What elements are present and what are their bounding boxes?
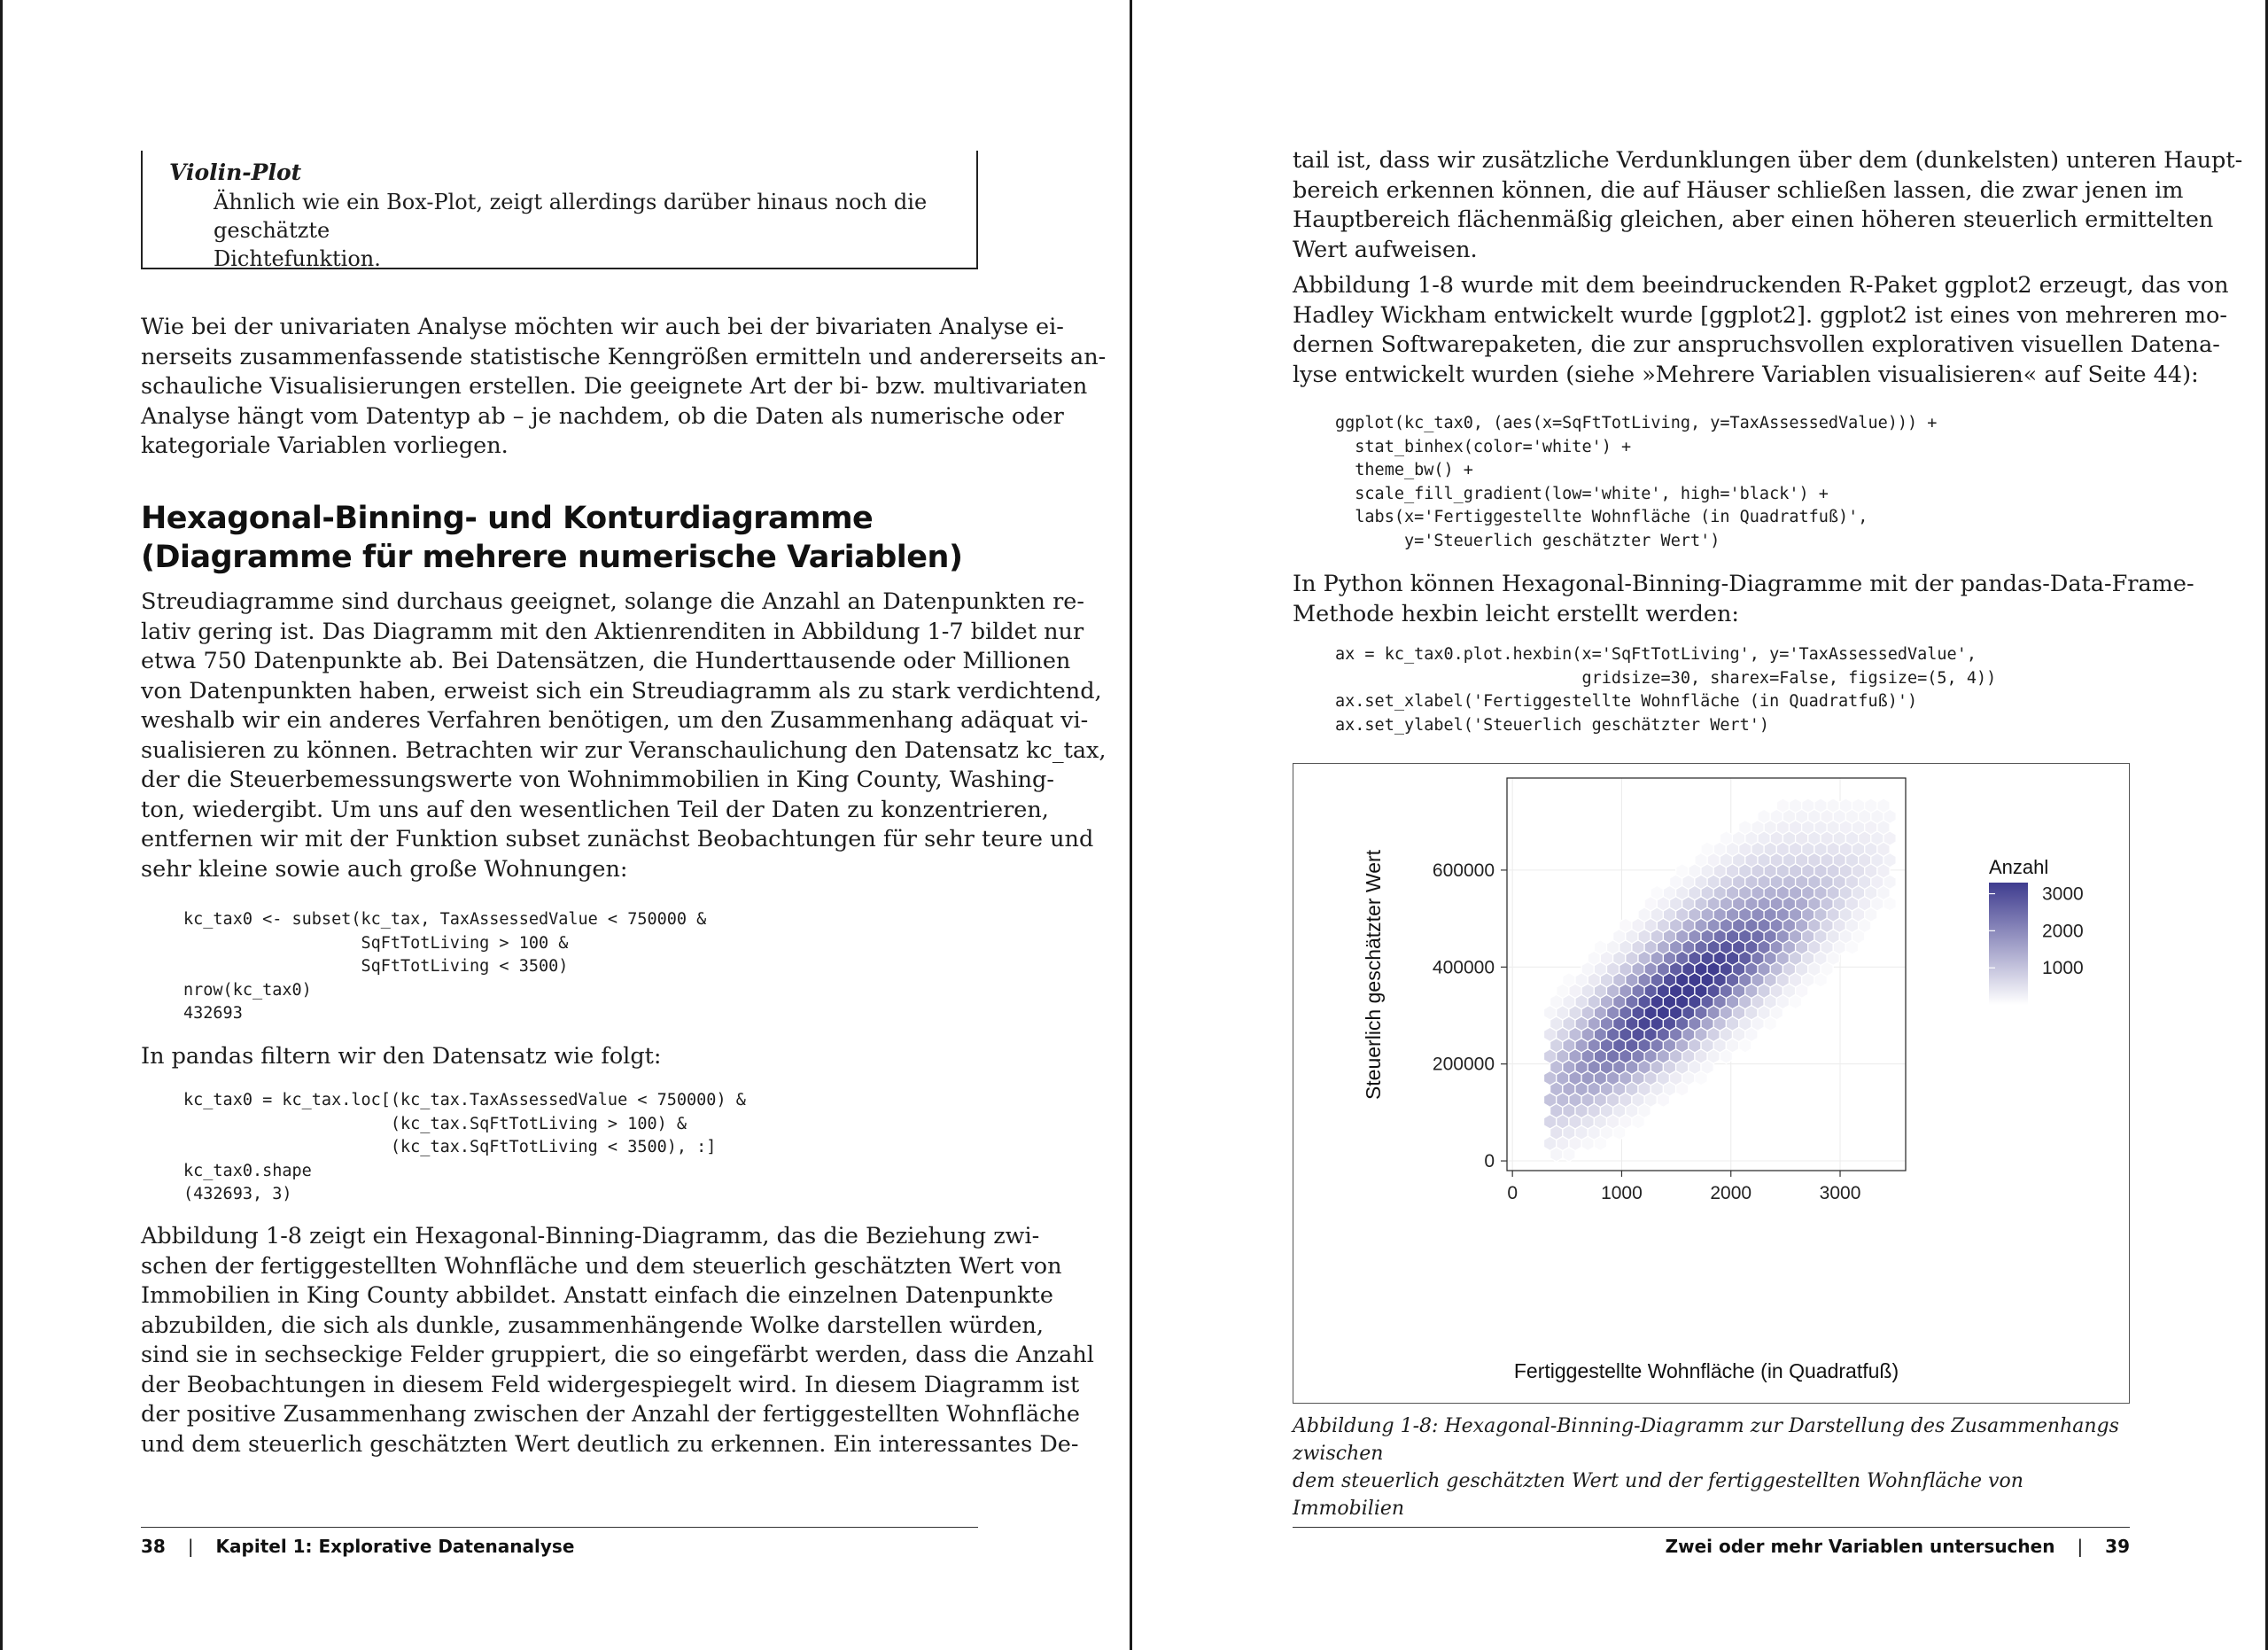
text-line: Wie bei der univariaten Analyse möchten wir auch bei der bivariaten Analyse ei- (141, 314, 1064, 340)
text-line: sehr kleine sowie auch große Wohnungen: (141, 855, 628, 883)
text-line: etwa 750 Datenpunkte ab. Bei Datensätzen, die Hunderttausende oder Millionen (141, 648, 1071, 674)
paragraph-continuation (1293, 146, 2243, 265)
hex-bin (1594, 940, 1606, 954)
section-title: Zwei oder mehr Variablen untersuchen (1665, 1536, 2055, 1557)
text-line: und dem steuerlich geschätzten Wert deutlich zu erkennen. Ein interessantes De- (141, 1430, 1079, 1458)
text-line: tail ist, dass wir zusätzliche Verdunklungen über dem (dunkelsten) unteren Haupt- (1293, 147, 2243, 174)
hex-bin (1814, 798, 1827, 813)
hex-bin (1865, 798, 1877, 813)
footer-separator: | (187, 1536, 194, 1557)
text-line: der die Steuerbemessungswerte von Wohnimmobilien in King County, Washing- (141, 767, 1054, 793)
text-line: Hauptbereich flächenmäßig gleichen, aber einen höheren steuerlich ermittelten (1293, 206, 2214, 233)
callout-definition (214, 188, 958, 273)
hex-bin (1839, 798, 1852, 813)
left-footer (141, 1536, 574, 1557)
page-number: 38 (141, 1536, 166, 1557)
text-line: In Python können Hexagonal-Binning-Diagramme mit der pandas-Data-Frame- (1293, 571, 2194, 597)
x-tick-label: 0 (1507, 1183, 1518, 1203)
text-line: ton, wiedergibt. Um uns auf den wesentlichen Teil der Daten zu konzentrieren, (141, 796, 1049, 823)
hex-bin (1701, 842, 1713, 856)
chapter-title: Kapitel 1: Explorative Datenanalyse (215, 1536, 575, 1557)
footer-rule (1293, 1527, 2130, 1528)
text-line: Immobilien in King County abbildet. Anstatt einfach die einzelnen Datenpunkte (141, 1282, 1053, 1309)
text-line: der positive Zusammenhang zwischen der Anzahl der fertiggestellten Wohnfläche (141, 1401, 1080, 1428)
figure-frame (1293, 763, 2130, 1404)
text-line: kategoriale Variablen vorliegen. (141, 432, 509, 459)
text-line: nerseits zusammenfassende statistische Kenngrößen ermitteln und andererseits an- (141, 343, 1107, 370)
page-number: 39 (2105, 1536, 2130, 1557)
hex-bin (1651, 885, 1663, 899)
text-line: dernen Softwarepaketen, die zur anspruchsvollen explorativen visuellen Datena- (1293, 331, 2220, 358)
caption-line: Abbildung 1-8: Hexagonal-Binning-Diagramm zur Darstellung des Zusammenhangs zwischen (1293, 1415, 2119, 1465)
definition-callout (141, 151, 978, 269)
color-legend (1989, 856, 2084, 1005)
callout-term: Violin-Plot (169, 160, 302, 185)
hex-bin (1802, 798, 1814, 813)
code-block-pandas-hexbin: ax = kc_tax0.plot.hexbin(x='SqFtTotLiving', y='TaxAssessedValue', gridsize=30, sharex=False, figsize=(5, 4)) ax.set_xlabel('Fertiggestellte Wohnfläche (in Quadratfuß)') ax.set_ylabel('Steuerlich geschätzter Wert') (1335, 645, 1997, 735)
text-line: schauliche Visualisierungen erstellen. Die geeignete Art der bi- bzw. multivariaten (141, 373, 1088, 400)
hex-bin (1877, 798, 1890, 813)
text-line: Abbildung 1-8 zeigt ein Hexagonal-Binning-Diagramm, das die Beziehung zwi- (141, 1223, 1040, 1249)
legend-tick-label: 3000 (2042, 883, 2084, 905)
code-block-pandas-filter: kc_tax0 = kc_tax.loc[(kc_tax.TaxAssessedValue < 750000) & (kc_tax.SqFtTotLiving > 100) & (kc_tax.SqFtTotLiving < 3500), :] kc_tax0.shape (432693, 3) (183, 1091, 746, 1203)
heading-line: Hexagonal-Binning- und Konturdiagramme (141, 501, 874, 536)
text-line: bereich erkennen können, die auf Häuser schließen lassen, die zwar jenen im (1293, 176, 2184, 204)
section-heading (141, 499, 962, 577)
right-footer (1666, 1536, 2130, 1557)
hex-bin (1852, 798, 1865, 813)
y-tick-label: 600000 (1432, 860, 1495, 881)
text-line: lativ gering ist. Das Diagramm mit den Aktienrenditen in Abbildung 1-7 bildet nur (141, 618, 1084, 645)
legend-tick-label: 1000 (2042, 958, 2084, 979)
code-block-ggplot: ggplot(kc_tax0, (aes(x=SqFtTotLiving, y=TaxAssessedValue))) + stat_binhex(color='white') + theme_bw() + scale_fill_gradient(low='white', high='black') + labs(x='Fertiggestellte Wohnfläche (in Quadratfuß)', y='Steuerlich geschätzter Wert') (1335, 414, 1938, 550)
hexbin-chart (1293, 764, 2128, 1402)
text-line: Analyse hängt vom Datentyp ab – je nachdem, ob die Daten als numerische oder (141, 402, 1064, 430)
x-tick-label: 2000 (1710, 1183, 1752, 1203)
x-axis-label: Fertiggestellte Wohnfläche (in Quadratfuß) (1513, 1359, 1899, 1382)
legend-tick-label: 2000 (2042, 921, 2084, 942)
text-line: In pandas filtern wir den Datensatz wie folgt: (141, 1043, 662, 1070)
callout-definition-line: Ähnlich wie ein Box-Plot, zeigt allerdings darüber hinaus noch die geschätzte (214, 190, 928, 243)
text-line: der Beobachtungen in diesem Feld widergespiegelt wird. In diesem Diagramm ist (141, 1371, 1080, 1398)
left-page (0, 0, 1132, 1650)
pandas-intro-line (141, 1042, 978, 1072)
y-tick-label: 0 (1484, 1151, 1495, 1172)
text-line: schen der fertiggestellten Wohnfläche und dem steuerlich geschätzten Wert von (141, 1252, 1062, 1280)
hex-bin (1776, 798, 1789, 813)
paragraph-hexbin-description (141, 1222, 1094, 1459)
text-line: Methode hexbin leicht erstellt werden: (1293, 600, 1740, 627)
hex-bin (1739, 821, 1751, 835)
legend-title: Anzahl (1989, 856, 2049, 878)
y-axis-label: Steuerlich geschätzter Wert (1362, 849, 1385, 1101)
x-tick-label: 1000 (1601, 1183, 1643, 1203)
text-line: Hadley Wickham entwickelt wurde [ggplot2]. ggplot2 ist eines von mehreren mo- (1293, 301, 2228, 329)
text-line: lyse entwickelt wurden (siehe »Mehrere Variablen visualisieren« auf Seite 44): (1293, 361, 2199, 388)
hex-bin (1827, 798, 1839, 813)
hex-bin (1676, 864, 1689, 878)
heading-line: (Diagramme für mehrere numerische Variablen) (141, 540, 963, 575)
paragraph-ggplot (1293, 271, 2229, 390)
text-line: sualisieren zu können. Betrachten wir zur Veranschaulichung den Datensatz kc_tax, (141, 736, 1107, 764)
hex-bin (1720, 831, 1732, 845)
text-line: von Datenpunkten haben, erweist sich ein Streudiagramm als zu stark verdichtend, (141, 677, 1102, 704)
x-tick-label: 3000 (1819, 1183, 1861, 1203)
callout-definition-line: Dichtefunktion. (214, 246, 381, 271)
text-line: sind sie in sechseckige Felder gruppiert, die so eingefärbt werden, dass die Anzahl (141, 1342, 1094, 1368)
hex-bin (1790, 798, 1802, 813)
text-line: abzubilden, die sich als dunkle, zusammenhängende Wolke darstellen würden, (141, 1311, 1044, 1339)
hex-bin (1563, 973, 1575, 987)
footer-separator: | (2077, 1536, 2084, 1557)
code-block-r-subset: kc_tax0 <- subset(kc_tax, TaxAssessedValue < 750000 & SqFtTotLiving > 100 & SqFtTotLiving < 3500) nrow(kc_tax0) 432693 (183, 910, 707, 1023)
text-line: entfernen wir mit der Funktion subset zunächst Beobachtungen für sehr teure und (141, 826, 1094, 852)
y-tick-label: 400000 (1432, 957, 1495, 978)
figure-caption (1293, 1413, 2130, 1522)
intro-paragraph (141, 313, 1107, 462)
text-line: weshalb wir ein anderes Verfahren benötigen, um den Zusammenhang adäquat vi- (141, 707, 1089, 734)
paragraph-python (1293, 570, 2194, 629)
y-tick-label: 200000 (1432, 1054, 1495, 1075)
caption-line: dem steuerlich geschätzten Wert und der fertiggestellten Wohnfläche von Immobilien (1293, 1470, 2023, 1520)
text-line: Streudiagramme sind durchaus geeignet, solange die Anzahl an Datenpunkten re- (141, 588, 1084, 615)
hex-bin (1758, 809, 1770, 823)
footer-rule (141, 1527, 978, 1528)
text-line: Abbildung 1-8 wurde mit dem beeindruckenden R-Paket ggplot2 erzeugt, das von (1293, 272, 2229, 299)
hex-bin (1619, 918, 1632, 932)
paragraph-hexbin-intro (141, 588, 1107, 884)
text-line: Wert aufweisen. (1293, 236, 1478, 263)
legend-color-bar (1989, 883, 2028, 1005)
